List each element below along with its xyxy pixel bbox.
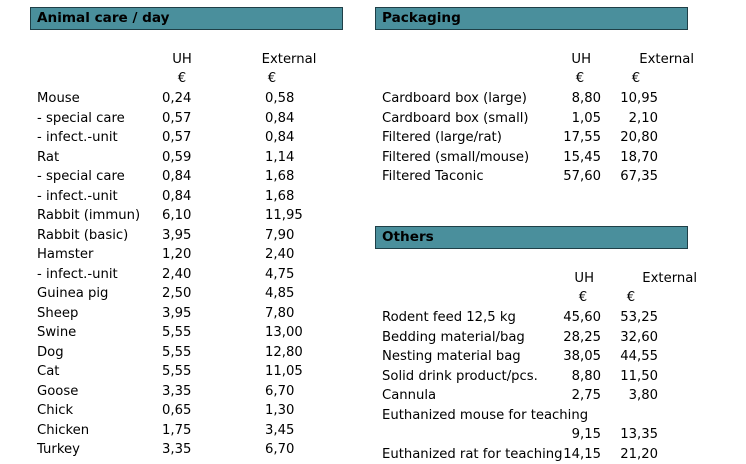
row-value-external: 3,80 <box>600 386 658 406</box>
row-value-uh: 45,60 <box>540 308 601 328</box>
row-value-external: 6,70 <box>265 440 335 460</box>
row-value-external: 18,70 <box>600 148 658 168</box>
row-value-external: 11,95 <box>265 206 335 226</box>
row-value-uh: 0,57 <box>162 109 222 129</box>
row-value-external: 4,85 <box>265 284 335 304</box>
row-label: Cat <box>37 362 59 382</box>
row-label: Rodent feed 12,5 kg <box>382 308 516 328</box>
row-value-uh: 3,35 <box>162 382 222 402</box>
row-value-external: 6,70 <box>265 382 335 402</box>
row-label: Hamster <box>37 245 93 265</box>
row-label: Goose <box>37 382 78 402</box>
row-value-uh: 38,05 <box>540 347 601 367</box>
row-value-external: 1,14 <box>265 148 335 168</box>
row-value-uh: 0,84 <box>162 187 222 207</box>
row-label: Swine <box>37 323 76 343</box>
row-value-uh: 17,55 <box>540 128 601 148</box>
row-value-uh: 9,15 <box>540 425 601 445</box>
row-label: - special care <box>37 109 125 129</box>
row-label: Turkey <box>37 440 80 460</box>
row-value-uh: 0,65 <box>162 401 222 421</box>
row-value-external: 44,55 <box>600 347 658 367</box>
animal-care-col-uh: UH <box>162 50 202 70</box>
row-value-external: 3,45 <box>265 421 335 441</box>
row-value-uh: 5,55 <box>162 362 222 382</box>
row-label: Chicken <box>37 421 89 441</box>
animal-care-currency-uh: € <box>172 69 192 89</box>
others-currency-uh: € <box>573 288 593 308</box>
row-value-external: 13,00 <box>265 323 335 343</box>
animal-care-col-external: External <box>254 50 324 70</box>
row-value-uh: 28,25 <box>540 328 601 348</box>
packaging-currency-uh: € <box>570 69 590 89</box>
row-value-external: 53,25 <box>600 308 658 328</box>
row-label: Guinea pig <box>37 284 108 304</box>
row-value-external: 10,95 <box>600 89 658 109</box>
row-label: - infect.-unit <box>37 128 118 148</box>
row-label: Rat <box>37 148 59 168</box>
row-value-external: 1,68 <box>265 167 335 187</box>
row-value-external: 67,35 <box>600 167 658 187</box>
row-label: Filtered (small/mouse) <box>382 148 529 168</box>
row-label: Euthanized mouse for teaching <box>382 406 588 426</box>
row-label: Cannula <box>382 386 436 406</box>
row-value-external: 0,84 <box>265 128 335 148</box>
row-value-external: 21,20 <box>600 445 658 464</box>
row-label: Euthanized rat for teaching <box>382 445 562 464</box>
row-value-uh: 57,60 <box>540 167 601 187</box>
row-label: Mouse <box>37 89 80 109</box>
row-value-external: 0,58 <box>265 89 335 109</box>
row-value-uh: 2,75 <box>540 386 601 406</box>
row-value-uh: 5,55 <box>162 343 222 363</box>
row-value-uh: 5,55 <box>162 323 222 343</box>
row-value-external: 2,10 <box>600 109 658 129</box>
row-value-uh: 0,24 <box>162 89 222 109</box>
row-value-external: 0,84 <box>265 109 335 129</box>
others-currency-external: € <box>621 288 641 308</box>
row-value-uh: 1,20 <box>162 245 222 265</box>
row-value-uh: 3,95 <box>162 226 222 246</box>
animal-care-header: Animal care / day <box>30 7 343 30</box>
row-value-external: 7,90 <box>265 226 335 246</box>
row-value-external: 1,30 <box>265 401 335 421</box>
packaging-col-external: External <box>600 50 694 70</box>
row-label: - infect.-unit <box>37 265 118 285</box>
row-label: Chick <box>37 401 73 421</box>
row-value-uh: 8,80 <box>540 367 601 387</box>
row-label: Sheep <box>37 304 78 324</box>
row-value-uh: 2,50 <box>162 284 222 304</box>
row-value-external: 1,68 <box>265 187 335 207</box>
row-value-external: 32,60 <box>600 328 658 348</box>
row-value-uh: 8,80 <box>540 89 601 109</box>
row-value-external: 20,80 <box>600 128 658 148</box>
row-value-uh: 0,57 <box>162 128 222 148</box>
row-value-external: 11,50 <box>600 367 658 387</box>
row-value-uh: 6,10 <box>162 206 222 226</box>
row-value-external: 12,80 <box>265 343 335 363</box>
row-value-uh: 3,95 <box>162 304 222 324</box>
row-value-external: 2,40 <box>265 245 335 265</box>
row-label: Cardboard box (small) <box>382 109 529 129</box>
row-label: - infect.-unit <box>37 187 118 207</box>
packaging-header: Packaging <box>375 7 688 30</box>
row-label: Filtered Taconic <box>382 167 484 187</box>
row-value-uh: 0,84 <box>162 167 222 187</box>
row-label: Filtered (large/rat) <box>382 128 502 148</box>
row-value-uh: 14,15 <box>540 445 601 464</box>
row-value-uh: 2,40 <box>162 265 222 285</box>
row-label: Rabbit (basic) <box>37 226 128 246</box>
row-label: Dog <box>37 343 64 363</box>
row-value-uh: 15,45 <box>540 148 601 168</box>
row-value-external: 4,75 <box>265 265 335 285</box>
row-value-external: 13,35 <box>600 425 658 445</box>
others-col-external: External <box>600 269 697 289</box>
row-label: Solid drink product/pcs. <box>382 367 538 387</box>
row-value-external: 11,05 <box>265 362 335 382</box>
animal-care-currency-external: € <box>262 69 282 89</box>
row-value-external: 7,80 <box>265 304 335 324</box>
packaging-currency-external: € <box>626 69 646 89</box>
row-value-uh: 1,75 <box>162 421 222 441</box>
row-label: Cardboard box (large) <box>382 89 527 109</box>
row-value-uh: 0,59 <box>162 148 222 168</box>
row-label: Rabbit (immun) <box>37 206 140 226</box>
row-value-uh: 1,05 <box>540 109 601 129</box>
row-label: - special care <box>37 167 125 187</box>
row-label: Bedding material/bag <box>382 328 525 348</box>
others-header: Others <box>375 226 688 249</box>
row-value-uh: 3,35 <box>162 440 222 460</box>
packaging-col-uh: UH <box>560 50 591 70</box>
others-col-uh: UH <box>560 269 594 289</box>
row-label: Nesting material bag <box>382 347 521 367</box>
